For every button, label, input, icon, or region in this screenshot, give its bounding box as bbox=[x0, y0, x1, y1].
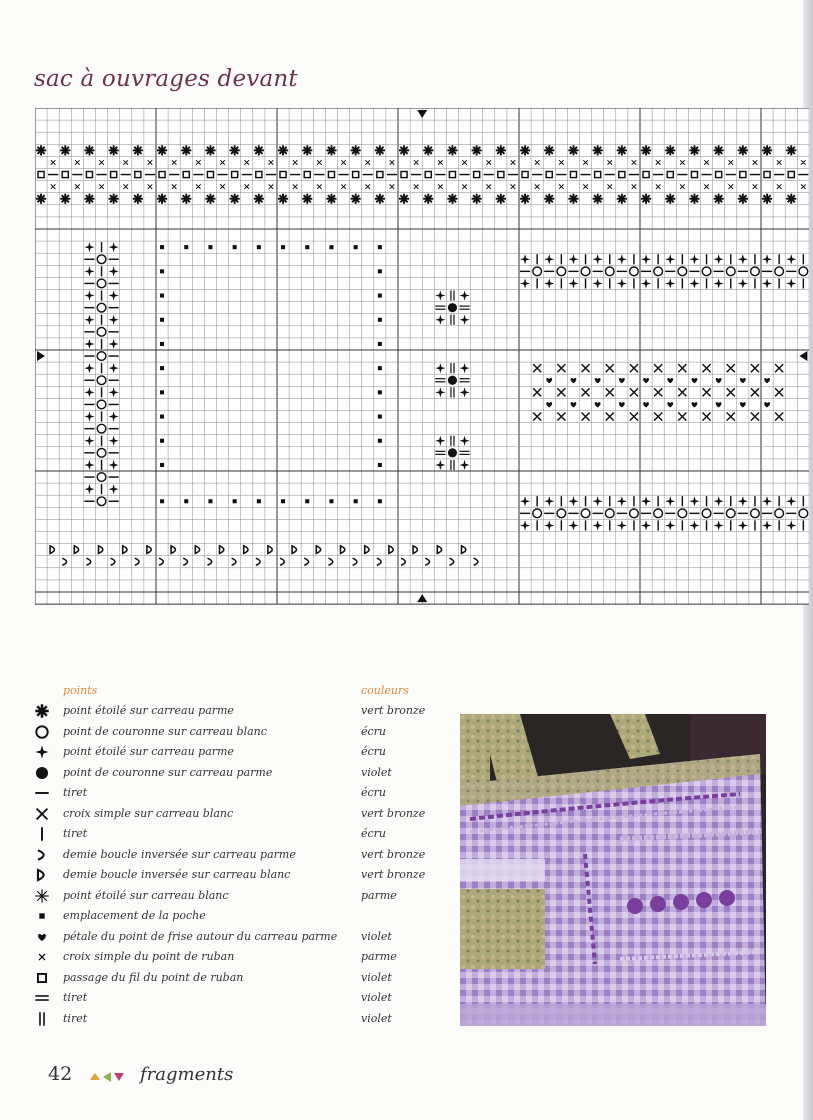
small-square-icon bbox=[160, 269, 164, 273]
legend-row bbox=[0, 743, 440, 763]
legend-color-label: vert bronze bbox=[361, 806, 426, 820]
legend-color-label: violet bbox=[361, 1011, 392, 1025]
legend-color-label: parme bbox=[361, 950, 397, 963]
double-star-icon bbox=[568, 145, 578, 155]
arrow-down-icon bbox=[114, 1073, 124, 1081]
double-star-icon bbox=[351, 194, 361, 204]
double-star-icon bbox=[617, 194, 627, 204]
double-star-icon bbox=[641, 145, 651, 155]
small-square-icon bbox=[378, 439, 382, 443]
double-star-icon bbox=[617, 145, 627, 155]
double-star-icon bbox=[36, 145, 46, 155]
small-square-icon bbox=[39, 913, 44, 918]
filled-circle-icon bbox=[34, 764, 50, 782]
double-star-icon bbox=[714, 145, 724, 155]
legend-row bbox=[0, 989, 440, 1009]
legend-point-label: tiret bbox=[63, 991, 88, 1004]
legend-point-label: croix simple sur carreau blanc bbox=[63, 806, 234, 820]
double-star-icon bbox=[762, 145, 772, 155]
legend-row bbox=[0, 907, 440, 927]
small-square-icon bbox=[160, 463, 164, 467]
small-square-icon bbox=[257, 245, 261, 249]
double-star-icon bbox=[714, 194, 724, 204]
open-loop-icon bbox=[34, 846, 50, 864]
small-square-icon bbox=[354, 245, 358, 249]
double-star-icon bbox=[230, 145, 240, 155]
double-star-icon bbox=[157, 145, 167, 155]
small-square-icon bbox=[160, 318, 164, 322]
small-square-icon bbox=[329, 245, 333, 249]
double-star-icon bbox=[665, 194, 675, 204]
cross-icon bbox=[37, 808, 48, 819]
small-square-icon bbox=[184, 245, 188, 249]
legend-color-label: écru bbox=[361, 827, 387, 840]
arrow-up-icon bbox=[90, 1073, 100, 1080]
double-star-icon bbox=[520, 145, 530, 155]
legend-point-label: passage du fil du point de ruban bbox=[63, 970, 244, 984]
double-bar-icon bbox=[40, 1012, 44, 1025]
double-star-icon bbox=[133, 145, 143, 155]
legend-row bbox=[0, 764, 440, 784]
double-star-icon bbox=[689, 194, 699, 204]
legend-point-label: demie boucle inversée sur carreau blanc bbox=[63, 868, 291, 881]
double-star-icon bbox=[568, 194, 578, 204]
double-star-icon bbox=[278, 194, 288, 204]
double-star-icon bbox=[34, 702, 50, 720]
thin-star-icon bbox=[34, 887, 50, 905]
small-square-icon bbox=[208, 245, 212, 249]
double-star-icon bbox=[496, 145, 506, 155]
small-square-icon bbox=[34, 907, 50, 925]
legend-row bbox=[0, 846, 440, 866]
open-loop-icon bbox=[38, 850, 44, 859]
legend-point-label: point de couronne sur carreau blanc bbox=[63, 724, 267, 738]
arrow-left-icon bbox=[103, 1072, 111, 1082]
small-square-icon bbox=[378, 463, 382, 467]
double-star-icon bbox=[181, 145, 191, 155]
small-cross-icon bbox=[34, 948, 50, 966]
legend-point-label: demie boucle inversée sur carreau parme bbox=[63, 847, 296, 861]
small-square-icon bbox=[257, 499, 261, 503]
double-star-icon bbox=[60, 194, 70, 204]
double-star-icon bbox=[254, 194, 264, 204]
double-star-icon bbox=[302, 194, 312, 204]
legend-color-label: violet bbox=[361, 765, 392, 779]
small-square-icon bbox=[378, 499, 382, 503]
legend-row bbox=[0, 928, 440, 948]
legend-points-header: points bbox=[63, 684, 98, 697]
legend-point-label: croix simple du point de ruban bbox=[63, 950, 235, 963]
double-star-icon bbox=[278, 145, 288, 155]
legend-color-label: vert bronze bbox=[361, 847, 426, 861]
legend-row bbox=[0, 1010, 440, 1030]
legend-colors-header: couleurs bbox=[361, 684, 409, 697]
double-star-icon bbox=[762, 194, 772, 204]
legend-point-label: tiret bbox=[63, 827, 88, 840]
horizontal-dash-icon bbox=[34, 784, 50, 802]
double-star-icon bbox=[84, 194, 94, 204]
small-square-icon bbox=[305, 245, 309, 249]
double-star-icon bbox=[544, 194, 554, 204]
four-point-star-icon bbox=[35, 745, 48, 758]
legend-point-label: point étoilé sur carreau blanc bbox=[63, 888, 229, 902]
double-star-icon bbox=[60, 145, 70, 155]
double-star-icon bbox=[375, 194, 385, 204]
small-square-icon bbox=[281, 245, 285, 249]
small-square-icon bbox=[160, 499, 164, 503]
double-star-icon bbox=[109, 194, 119, 204]
small-square-icon bbox=[378, 294, 382, 298]
small-square-icon bbox=[378, 269, 382, 273]
small-square-icon bbox=[160, 415, 164, 419]
double-star-icon bbox=[36, 194, 46, 204]
small-square-icon bbox=[160, 245, 164, 249]
double-star-icon bbox=[205, 194, 215, 204]
four-point-star-icon bbox=[34, 743, 50, 761]
double-star-icon bbox=[641, 194, 651, 204]
small-square-icon bbox=[354, 499, 358, 503]
double-star-icon bbox=[351, 145, 361, 155]
legend-color-label: vert bronze bbox=[361, 868, 426, 881]
double-star-icon bbox=[447, 145, 457, 155]
double-star-icon bbox=[496, 194, 506, 204]
double-star-icon bbox=[593, 145, 603, 155]
small-square-icon bbox=[160, 342, 164, 346]
double-star-icon bbox=[399, 194, 409, 204]
double-star-icon bbox=[786, 194, 796, 204]
legend-point-label: emplacement de la poche bbox=[63, 909, 206, 922]
double-star-icon bbox=[665, 145, 675, 155]
legend-point-label: point de couronne sur carreau parme bbox=[63, 765, 273, 779]
double-dash-icon bbox=[34, 989, 50, 1007]
heart-icon bbox=[34, 928, 50, 946]
bag-photo bbox=[460, 714, 766, 1026]
double-star-icon bbox=[35, 704, 48, 717]
double-star-icon bbox=[375, 145, 385, 155]
double-star-icon bbox=[254, 145, 264, 155]
small-square-icon bbox=[378, 245, 382, 249]
small-square-icon bbox=[329, 499, 333, 503]
filled-circle-icon bbox=[448, 376, 457, 385]
double-star-icon bbox=[326, 194, 336, 204]
legend-row bbox=[0, 948, 440, 968]
circle-outline-icon bbox=[36, 726, 47, 737]
legend-color-label: écru bbox=[361, 786, 387, 799]
thin-star-icon bbox=[35, 889, 48, 902]
small-square-icon bbox=[184, 499, 188, 503]
double-star-icon bbox=[593, 194, 603, 204]
d-loop-icon bbox=[38, 870, 44, 880]
filled-circle-icon bbox=[36, 766, 48, 778]
double-star-icon bbox=[447, 194, 457, 204]
double-star-icon bbox=[520, 194, 530, 204]
legend-row bbox=[0, 784, 440, 804]
legend-point-label: tiret bbox=[63, 786, 88, 799]
double-bar-icon bbox=[34, 1010, 50, 1028]
double-star-icon bbox=[544, 145, 554, 155]
double-star-icon bbox=[786, 145, 796, 155]
d-loop-icon bbox=[34, 866, 50, 884]
small-square-icon bbox=[233, 245, 237, 249]
legend-row bbox=[0, 805, 440, 825]
page-number: 42 bbox=[48, 1063, 73, 1085]
decorative-arrows-icon bbox=[90, 1072, 126, 1082]
cross-icon bbox=[34, 805, 50, 823]
legend-row bbox=[0, 702, 440, 722]
legend-color-label: violet bbox=[361, 970, 392, 984]
double-star-icon bbox=[738, 194, 748, 204]
double-star-icon bbox=[472, 194, 482, 204]
legend-row bbox=[0, 723, 440, 743]
legend-color-label: écru bbox=[361, 745, 387, 758]
small-square-icon bbox=[160, 294, 164, 298]
legend-row bbox=[0, 887, 440, 907]
small-square-icon bbox=[160, 366, 164, 370]
filled-circle-icon bbox=[448, 448, 457, 457]
small-square-icon bbox=[305, 499, 309, 503]
legend-color-label: violet bbox=[361, 991, 392, 1004]
double-star-icon bbox=[423, 194, 433, 204]
double-star-icon bbox=[738, 145, 748, 155]
small-square-icon bbox=[160, 390, 164, 394]
double-star-icon bbox=[230, 194, 240, 204]
footer-title: fragments bbox=[140, 1064, 234, 1085]
double-star-icon bbox=[423, 145, 433, 155]
legend-point-label: pétale du point de frise autour du carreau parme bbox=[63, 929, 338, 943]
legend-point-label: point étoilé sur carreau parme bbox=[63, 704, 234, 717]
legend-row bbox=[0, 825, 440, 845]
legend-color-label: vert bronze bbox=[361, 704, 426, 717]
vertical-dash-icon bbox=[34, 825, 50, 843]
double-star-icon bbox=[181, 194, 191, 204]
cross-stitch-chart bbox=[35, 108, 809, 608]
legend-point-label: tiret bbox=[63, 1011, 88, 1025]
double-star-icon bbox=[157, 194, 167, 204]
small-square-icon bbox=[208, 499, 212, 503]
double-star-icon bbox=[205, 145, 215, 155]
legend-color-label: écru bbox=[361, 724, 387, 738]
double-dash-icon bbox=[35, 996, 48, 1000]
legend-row bbox=[0, 866, 440, 886]
small-square-icon bbox=[160, 439, 164, 443]
small-square-icon bbox=[378, 390, 382, 394]
heart-icon bbox=[38, 933, 46, 940]
double-star-icon bbox=[689, 145, 699, 155]
small-square-icon bbox=[378, 366, 382, 370]
double-star-icon bbox=[326, 145, 336, 155]
legend-color-label: parme bbox=[361, 888, 397, 902]
small-square-icon bbox=[281, 499, 285, 503]
small-cross-icon bbox=[39, 954, 45, 960]
legend-point-label: point étoilé sur carreau parme bbox=[63, 745, 234, 758]
double-star-icon bbox=[133, 194, 143, 204]
double-star-icon bbox=[84, 145, 94, 155]
double-star-icon bbox=[399, 145, 409, 155]
small-square-icon bbox=[378, 318, 382, 322]
filled-circle-icon bbox=[448, 303, 457, 312]
small-square-icon bbox=[378, 415, 382, 419]
legend-row bbox=[0, 969, 440, 989]
double-star-icon bbox=[109, 145, 119, 155]
open-square-icon bbox=[34, 969, 50, 987]
legend-color-label: violet bbox=[361, 929, 392, 943]
double-star-icon bbox=[472, 145, 482, 155]
circle-outline-icon bbox=[34, 723, 50, 741]
small-square-icon bbox=[233, 499, 237, 503]
page-title: sac à ouvrages devant bbox=[34, 66, 298, 92]
small-square-icon bbox=[378, 342, 382, 346]
double-star-icon bbox=[302, 145, 312, 155]
open-square-icon bbox=[38, 973, 46, 981]
